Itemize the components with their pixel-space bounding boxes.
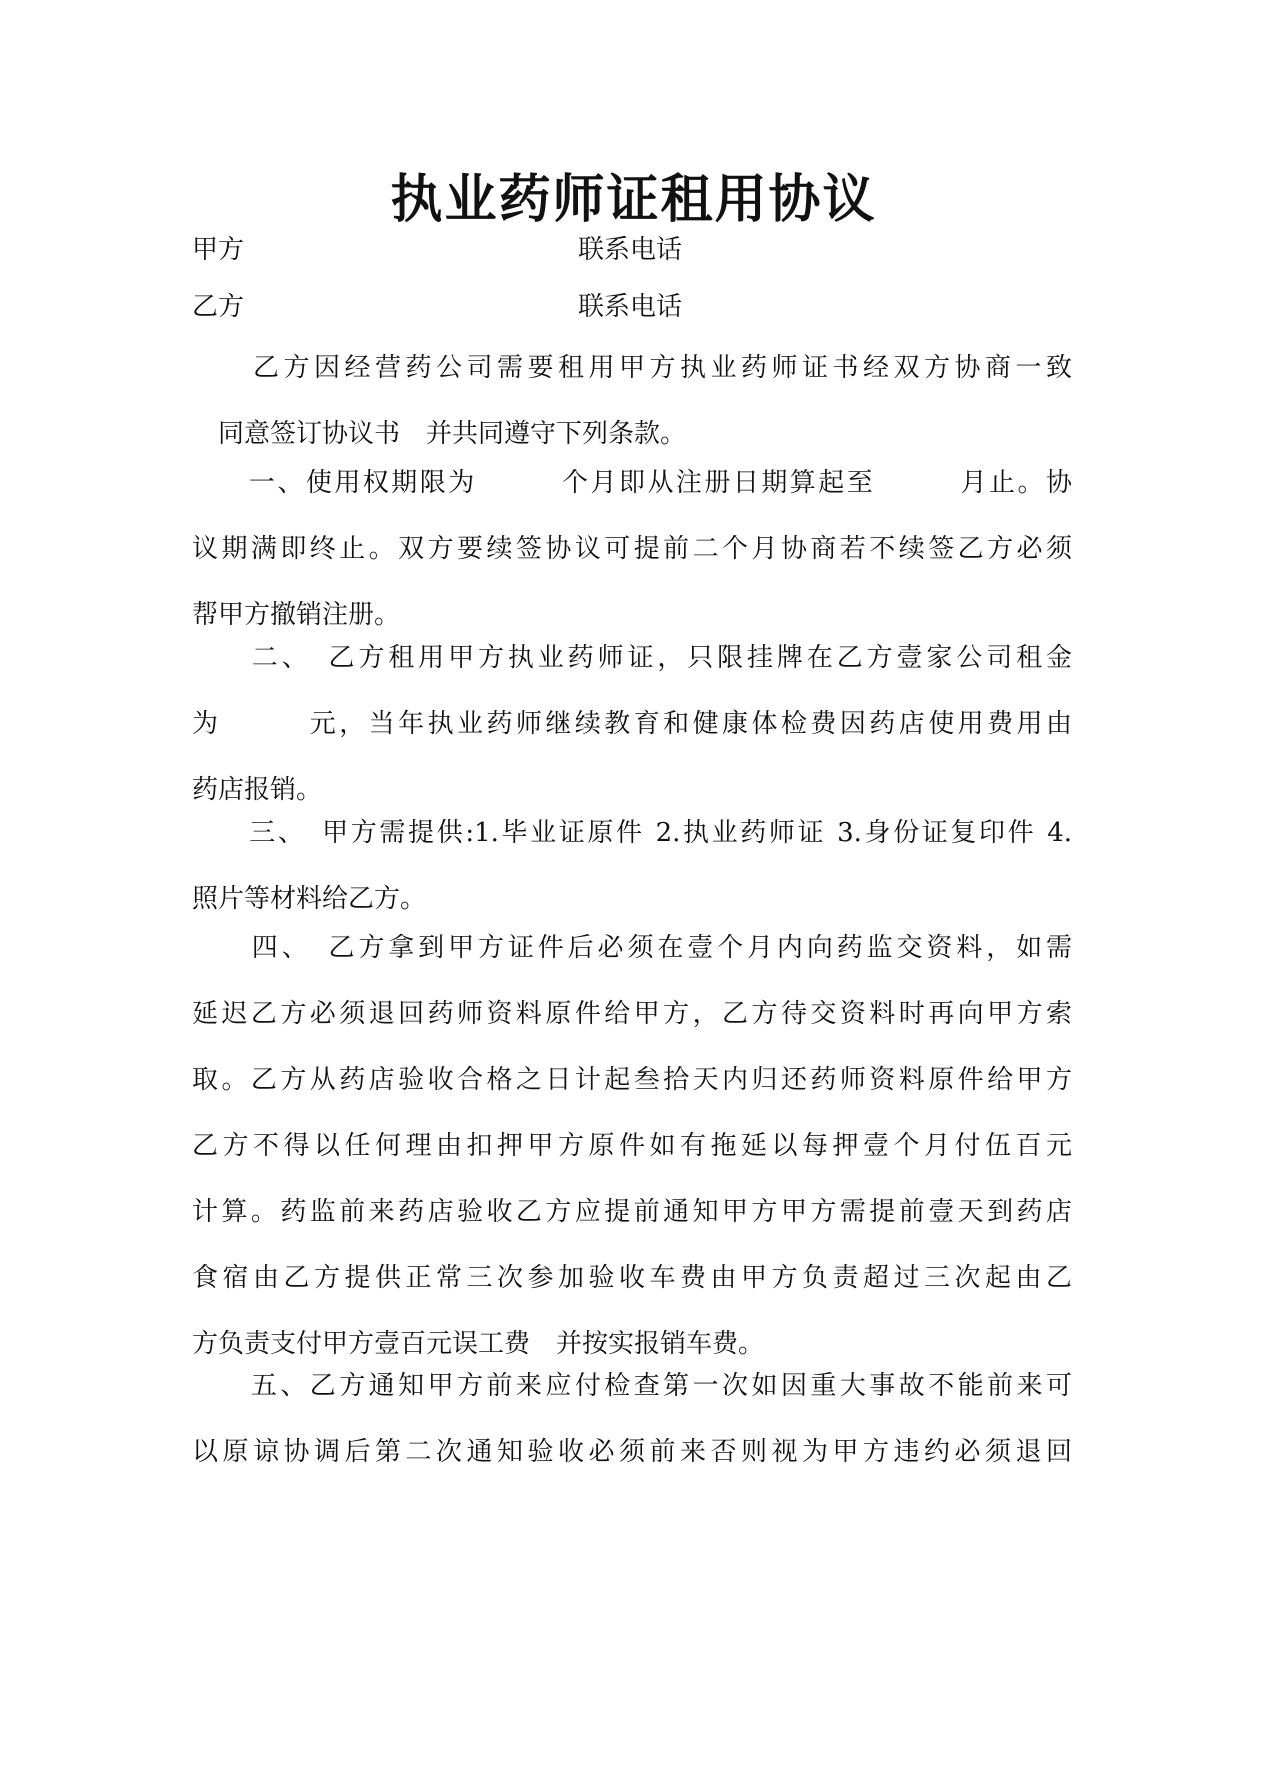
document-title: 执业药师证租用协议 [390,170,877,230]
party-a-phone-label: 联系电话 [578,235,683,265]
clause-4-line-4: 乙方不得以任何理由扣押甲方原件如有拖延以每押壹个月付伍百元 [192,1131,1072,1161]
clause-2-paragraph [192,625,1072,823]
party-b-label: 乙方 [192,292,245,322]
clause-2-line-3: 药店报销。 [192,775,323,805]
clause-1-paragraph [192,450,1072,648]
clause-5-line-2: 以原谅协调后第二次通知验收必须前来否则视为甲方违约必须退回 [192,1437,1072,1467]
clause-3-line-2: 照片等材料给乙方。 [192,884,427,914]
clause-3-paragraph [192,800,1072,932]
clause-5-line-1: 五、乙方通知甲方前来应付检查第一次如因重大事故不能前来可 [192,1371,1072,1401]
intro-paragraph [192,335,1072,467]
clause-3-line-1: 三、 甲方需提供:1.毕业证原件 2.执业药师证 3.身份证复印件 4. [192,818,1072,848]
clause-4-line-3: 取。乙方从药店验收合格之日计起叁拾天内归还药师资料原件给甲方 [192,1065,1072,1095]
clause-1-line-3: 帮甲方撤销注册。 [192,600,401,630]
clause-2-line-1: 二、 乙方租用甲方执业药师证，只限挂牌在乙方壹家公司租金 [192,643,1072,673]
intro-line-1: 乙方因经营药公司需要租用甲方执业药师证书经双方协商一致 [192,353,1072,383]
clause-1-line-2: 议期满即终止。双方要续签协议可提前二个月协商若不续签乙方必须 [192,534,1072,564]
clause-5-paragraph [192,1353,1072,1485]
party-b-phone-label: 联系电话 [578,292,683,322]
clause-4-line-6: 食宿由乙方提供正常三次参加验收车费由甲方负责超过三次起由乙 [192,1263,1072,1293]
clause-4-paragraph [192,915,1072,1377]
clause-4-line-7: 方负责支付甲方壹百元误工费 并按实报销车费。 [192,1329,765,1359]
clause-4-line-2: 延迟乙方必须退回药师资料原件给甲方，乙方待交资料时再向甲方索 [192,999,1072,1029]
intro-line-2: 同意签订协议书 并共同遵守下列条款。 [192,419,687,449]
party-a-label: 甲方 [192,235,245,265]
clause-4-line-1: 四、 乙方拿到甲方证件后必须在壹个月内向药监交资料，如需 [192,933,1072,963]
clause-2-line-2: 为 元，当年执业药师继续教育和健康体检费因药店使用费用由 [192,709,1072,739]
clause-1-line-1: 一、使用权期限为 个月即从注册日期算起至 月止。协 [192,468,1072,498]
clause-4-line-5: 计算。药监前来药店验收乙方应提前通知甲方甲方需提前壹天到药店 [192,1197,1072,1227]
